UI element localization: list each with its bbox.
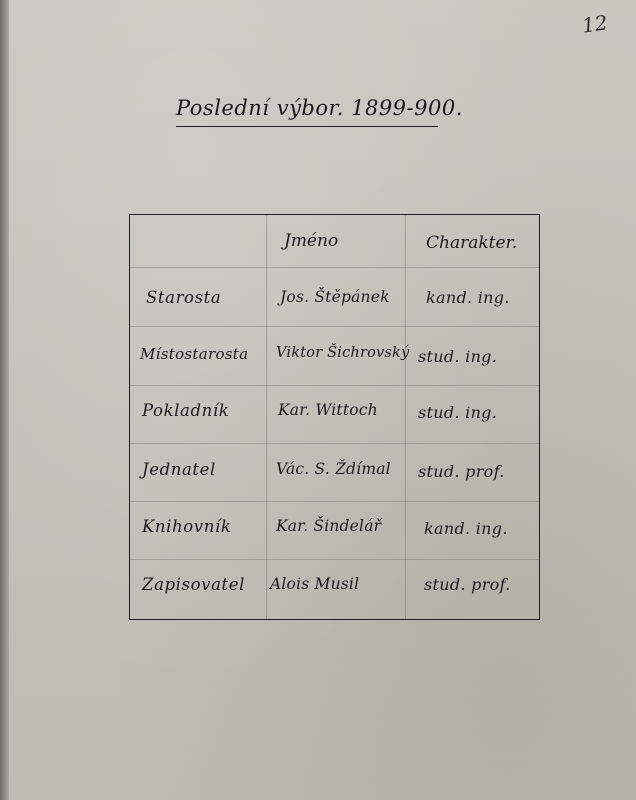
row-divider: [130, 443, 539, 444]
name-cell: Viktor Šichrovský: [276, 345, 410, 361]
role-cell: Jednatel: [142, 460, 216, 479]
role-cell: Místostarosta: [140, 345, 249, 363]
role-cell: Zapisovatel: [142, 575, 245, 594]
character-cell: kand. ing.: [424, 519, 508, 538]
row-divider: [130, 559, 539, 560]
character-cell: stud. prof.: [418, 462, 505, 481]
character-cell: stud. ing.: [418, 347, 498, 366]
binding-edge: [0, 0, 9, 800]
role-cell: Knihovník: [142, 517, 232, 536]
title-underline: [176, 126, 438, 127]
committee-table: [129, 214, 540, 620]
character-cell: stud. ing.: [418, 403, 498, 422]
page-title: Poslední výbor. 1899-900.: [176, 96, 463, 120]
page-number: 12: [580, 10, 609, 38]
character-cell: kand. ing.: [426, 288, 510, 307]
row-divider: [130, 326, 539, 327]
name-cell: Kar. Šindelář: [276, 517, 382, 535]
role-cell: Pokladník: [142, 401, 230, 420]
name-cell: Alois Musil: [270, 575, 360, 593]
header-name: Jméno: [284, 231, 339, 251]
row-divider: [130, 501, 539, 502]
character-cell: stud. prof.: [424, 575, 511, 594]
row-divider: [130, 385, 539, 386]
row-divider: [130, 267, 539, 268]
name-cell: Vác. S. Ždímal: [276, 460, 391, 478]
header-character: Charakter.: [426, 233, 518, 253]
name-cell: Kar. Wittoch: [278, 401, 378, 419]
name-cell: Jos. Štěpánek: [280, 288, 390, 306]
role-cell: Starosta: [146, 288, 222, 307]
